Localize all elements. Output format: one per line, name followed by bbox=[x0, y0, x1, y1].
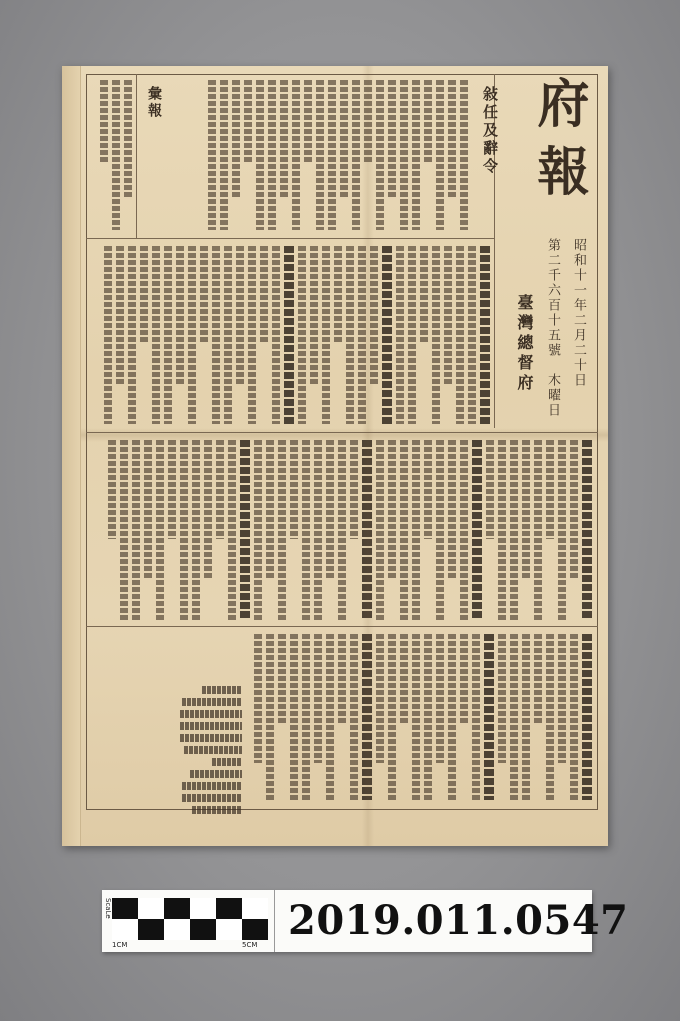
budget-table-text bbox=[92, 440, 592, 620]
newspaper-clipping bbox=[62, 66, 608, 846]
notice-divider bbox=[136, 74, 137, 238]
bank-notice-text bbox=[222, 634, 592, 800]
scale-side-text: ScaLe bbox=[104, 898, 112, 919]
masthead-issue: 第二千六百十五號 木曜日 bbox=[545, 238, 560, 418]
scale-mark-5cm: 5CM bbox=[242, 941, 258, 949]
notice-heading: 彙報 bbox=[146, 86, 162, 120]
paper-fold-edge bbox=[62, 66, 81, 846]
upper-section-divider bbox=[86, 238, 494, 239]
scale-bar bbox=[102, 890, 275, 952]
masthead-date: 昭和十一年二月二十日 bbox=[571, 238, 586, 388]
masthead-publisher: 臺灣總督府 bbox=[515, 294, 534, 394]
appointments-heading: 敍任及辭令 bbox=[481, 86, 499, 176]
scale-checker bbox=[112, 898, 268, 940]
government-notice-text bbox=[92, 246, 490, 424]
scale-mark-1cm: 1CM bbox=[112, 941, 128, 949]
lower-section-divider bbox=[86, 626, 598, 627]
appointments-text bbox=[162, 80, 468, 230]
masthead bbox=[502, 76, 594, 426]
masthead-title: 府報 bbox=[528, 76, 589, 212]
middle-section-divider bbox=[86, 432, 598, 433]
accession-number: 2019.011.0547 bbox=[288, 897, 629, 944]
statistics-figures bbox=[112, 686, 242, 836]
accession-label bbox=[102, 890, 629, 952]
notice-text bbox=[92, 80, 132, 230]
